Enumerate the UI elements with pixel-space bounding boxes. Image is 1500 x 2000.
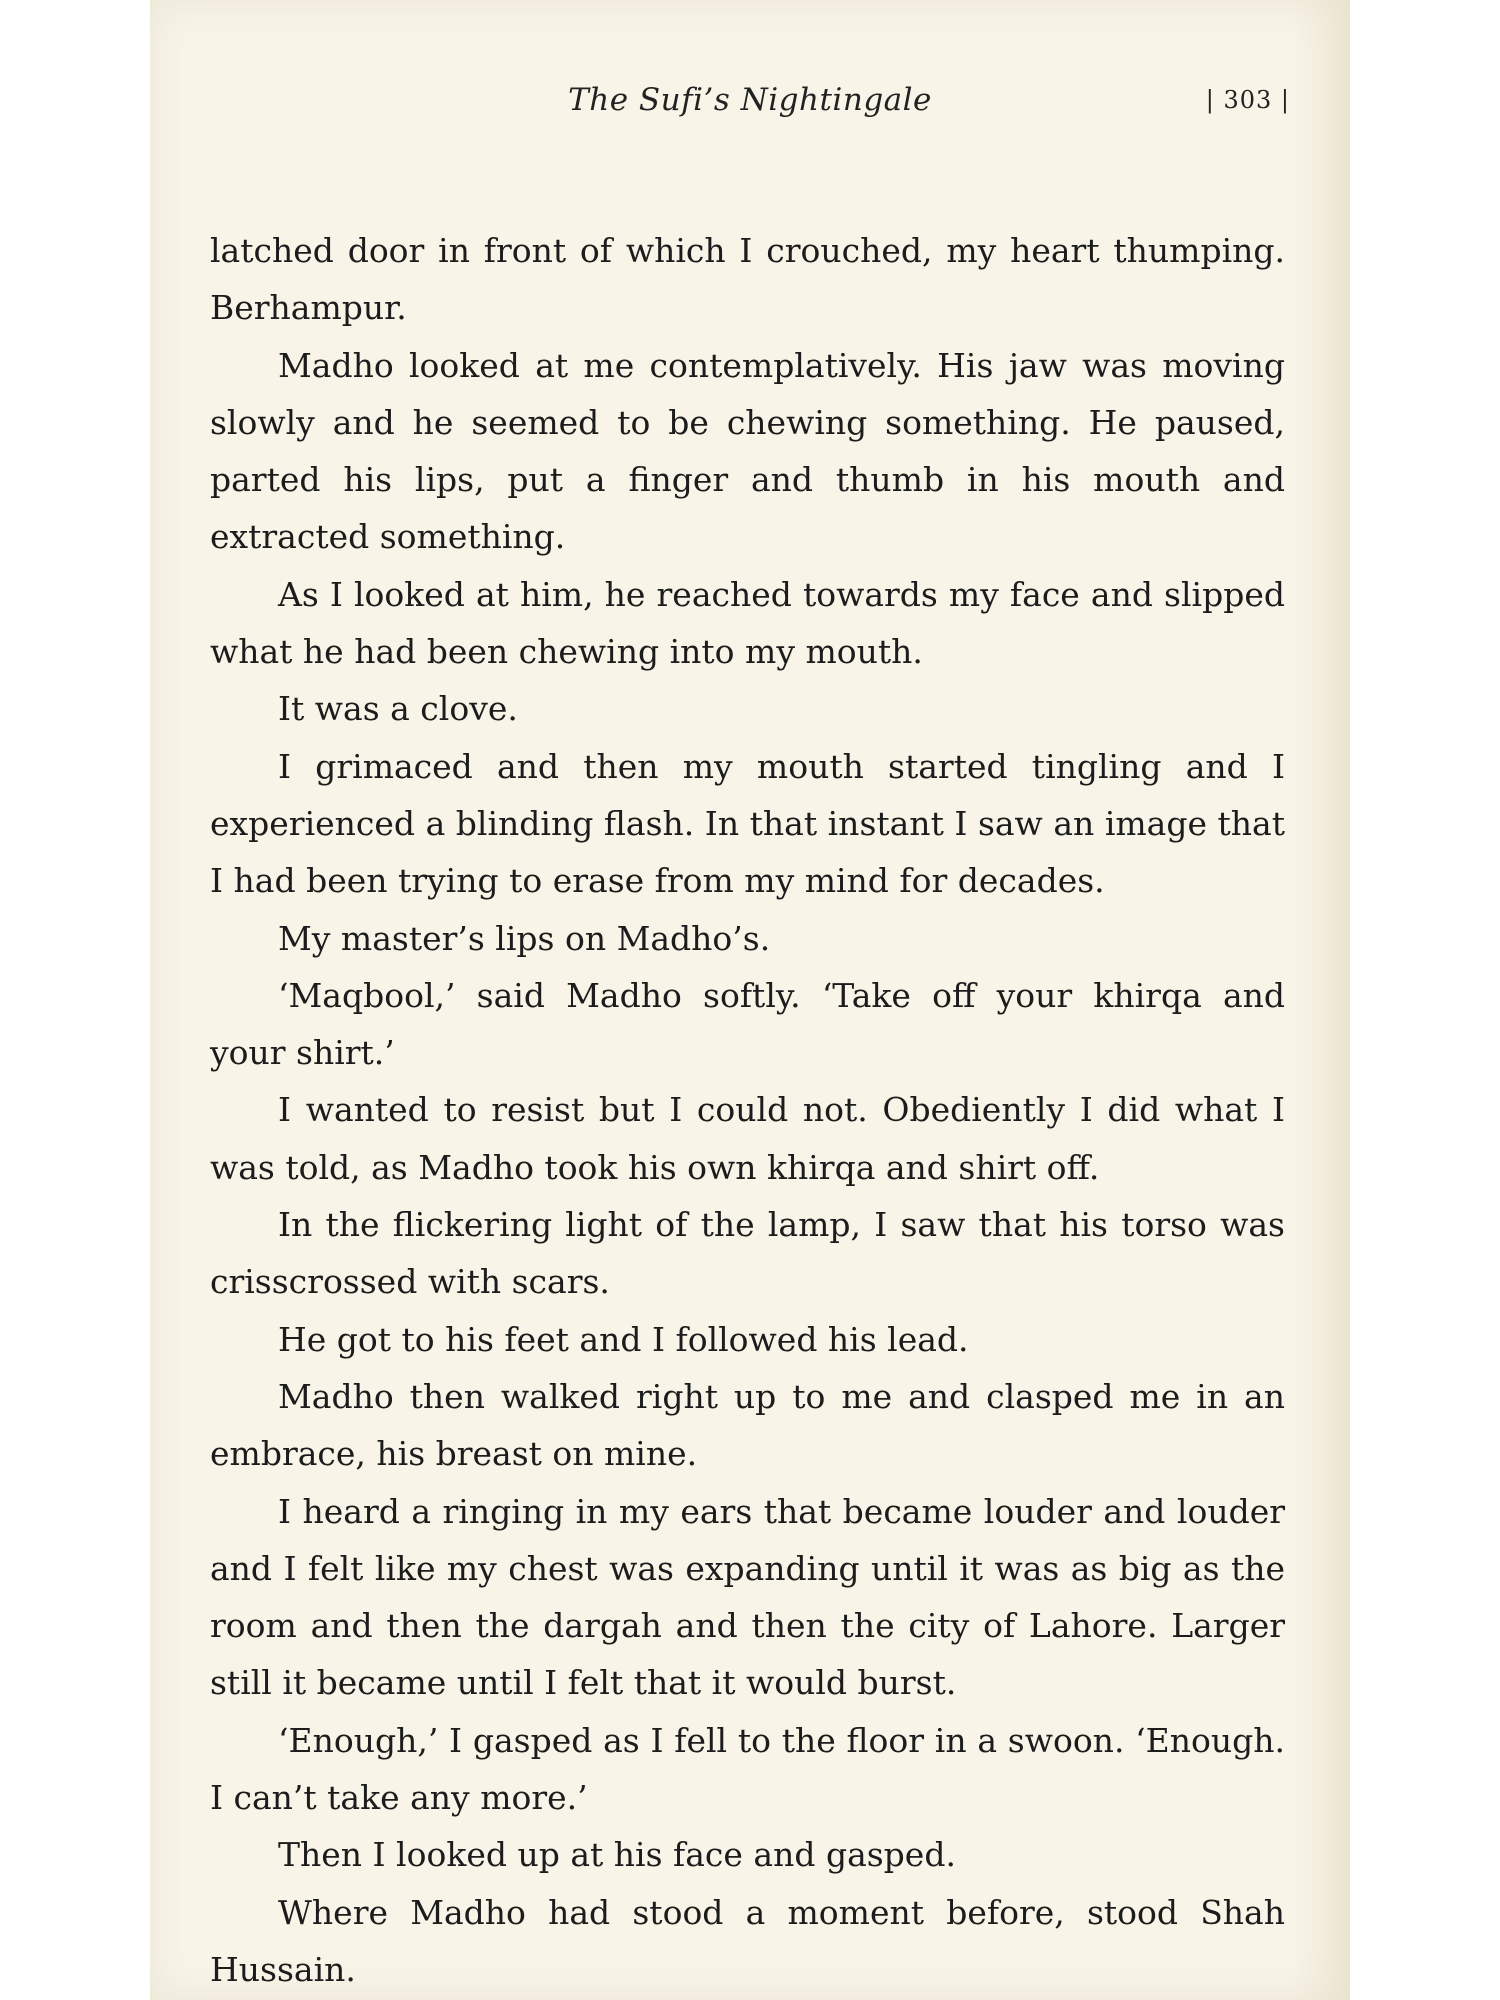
paragraph: Madho looked at me contemplatively. His jaw was moving slowly and he seemed to be chewing something. He paused, parted his lips, put a finger and thumb in his mouth and extracted something. xyxy=(210,345,1285,557)
paragraph: He got to his feet and I followed his lead. xyxy=(278,1319,969,1359)
book-title: The Sufi’s Nightingale xyxy=(568,82,932,118)
book-page xyxy=(150,0,1350,2000)
paragraph: Madho then walked right up to me and clasped me in an embrace, his breast on mine. xyxy=(210,1376,1285,1474)
paragraph: ‘Maqbool,’ said Madho softly. ‘Take off your khirqa and your shirt.’ xyxy=(210,975,1285,1073)
running-head xyxy=(150,82,1350,126)
paragraph: It was a clove. xyxy=(278,689,518,729)
paragraph: I heard a ringing in my ears that became louder and louder and I felt like my chest was expanding until it was as big as the room and then the dargah and then the city of Lahore. Larger still it became until I felt that it would burst. xyxy=(210,1491,1285,1703)
body-text xyxy=(210,222,1285,1998)
paragraph: As I looked at him, he reached towards my face and slipped what he had been chewing into my mouth. xyxy=(210,574,1285,672)
page-number: | 303 | xyxy=(1205,86,1290,114)
paragraph: In the flickering light of the lamp, I saw that his torso was crisscrossed with scars. xyxy=(210,1205,1285,1302)
paragraph: latched door in front of which I crouched, my heart thumping. Berhampur. xyxy=(210,231,1285,328)
paragraph: I wanted to resist but I could not. Obediently I did what I was told, as Madho took his own khirqa and shirt off. xyxy=(210,1090,1285,1187)
paragraph: Where Madho had stood a moment before, stood Shah Hussain. xyxy=(210,1892,1285,1989)
paragraph: My master’s lips on Madho’s. xyxy=(278,918,771,958)
page-edge-shadow xyxy=(1290,0,1350,2000)
paragraph: I grimaced and then my mouth started tingling and I experienced a blinding flash. In that instant I saw an image that I had been trying to erase from my mind for decades. xyxy=(210,746,1285,901)
paragraph: Then I looked up at his face and gasped. xyxy=(278,1835,956,1875)
paragraph: ‘Enough,’ I gasped as I fell to the floor in a swoon. ‘Enough. I can’t take any more.’ xyxy=(210,1720,1285,1818)
